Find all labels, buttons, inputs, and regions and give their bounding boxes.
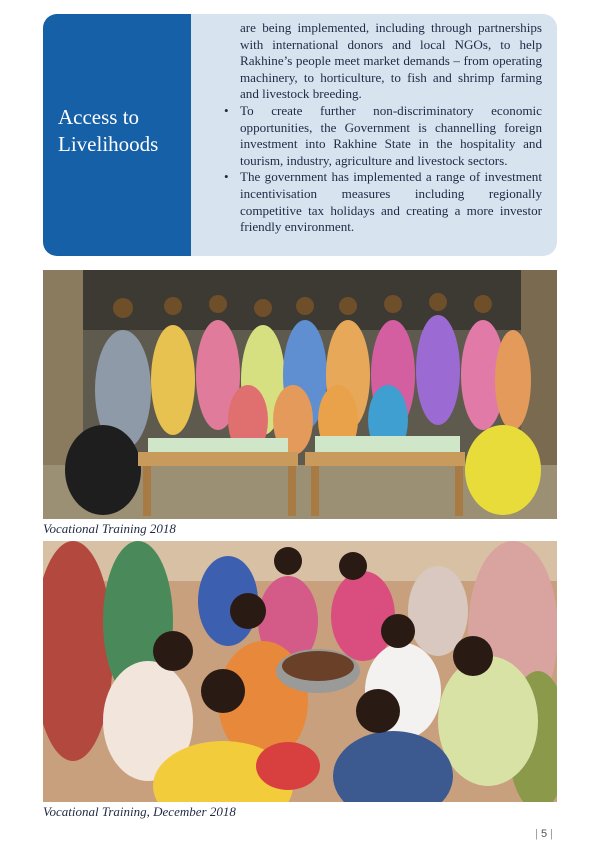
bullet-item xyxy=(222,103,542,169)
page-separator-left: | xyxy=(535,828,539,840)
section-title xyxy=(58,104,198,158)
section-title-line-1: Access to xyxy=(58,105,140,129)
photo-vocational-training-workshop xyxy=(43,541,557,802)
bullet-item xyxy=(222,169,542,235)
photo-vocational-training-group xyxy=(43,270,557,519)
bullet-marker: • xyxy=(224,169,229,185)
photo-caption-2: Vocational Training, December 2018 xyxy=(43,804,236,819)
bullet-list xyxy=(222,103,542,236)
photo-caption-1: Vocational Training 2018 xyxy=(43,521,176,536)
section-title-line-2: Livelihoods xyxy=(58,132,159,156)
body-text xyxy=(222,20,542,236)
bullet-text: The government has implemented a range of investment incentivisation measures including regionally competitive tax holidays and creating a more investor friendly environment. xyxy=(240,169,542,235)
page-separator-right: | xyxy=(550,828,553,840)
bullet-text: To create further non-discriminatory economic opportunities, the Government is channelling foreign investment into Rakhine State in the hospitality and tourism, industry, agriculture and livestock sectors. xyxy=(240,102,542,168)
page-number-value: 5 xyxy=(541,828,548,840)
bullet-marker: • xyxy=(224,102,229,118)
lead-paragraph: are being implemented, including through partnerships with international donors and local NGOs, to help Rakhine’s people meet market demands – from operating machinery, to horticulture, to fish and shrimp farming and livestock breeding. xyxy=(240,20,542,102)
page-number xyxy=(532,828,556,840)
